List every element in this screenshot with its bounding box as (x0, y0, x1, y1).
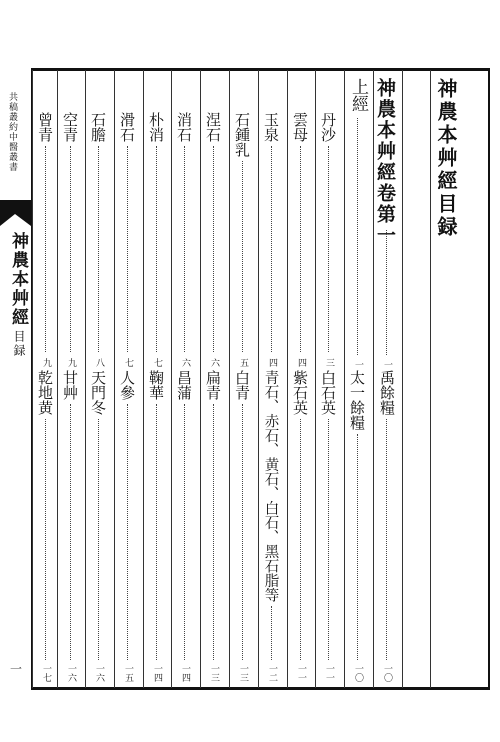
leader-dots (45, 146, 46, 352)
entry-page-number: 一六 (66, 664, 76, 682)
frame-right-rule (488, 68, 490, 690)
page-folio: 一 (10, 662, 23, 676)
toc-row (32, 70, 61, 688)
juan-row (373, 70, 402, 688)
leader-dots (156, 146, 157, 352)
entry-page-number: 九 (41, 358, 51, 367)
toc-row (114, 70, 143, 688)
entry-name: 消石 (175, 112, 193, 142)
entry-name: 乾地黄 (36, 370, 54, 415)
entry-page-number: 一七 (41, 664, 51, 682)
entry-page-number: 五 (238, 358, 248, 367)
leader-dots (328, 419, 329, 660)
leader-dots (242, 161, 243, 352)
leader-dots (127, 404, 128, 660)
fishtail-mark (0, 200, 31, 226)
leader-dots (45, 419, 46, 660)
entry-name: 甘艸 (61, 370, 79, 400)
leader-dots (300, 146, 301, 352)
leader-dots (213, 146, 214, 352)
entry-page-number: 一一 (324, 664, 334, 682)
toc-row (85, 70, 114, 688)
entry-name: 曾青 (36, 112, 54, 142)
entry-page-number: 九 (66, 358, 76, 367)
juan-page-number: 一 (382, 360, 392, 369)
toc-row (229, 70, 258, 688)
toc-row (258, 70, 287, 688)
column-rule (402, 70, 403, 688)
entry-name: 鞠華 (147, 370, 165, 400)
entry-name: 丹沙 (319, 112, 337, 142)
entry-page-number: 一一 (296, 664, 306, 682)
toc-row (57, 70, 86, 688)
entry-page-number: 四 (267, 358, 277, 367)
entry-name: 天門冬 (89, 370, 107, 415)
upper-heading-row (344, 70, 373, 688)
leader-dots (184, 404, 185, 660)
entry-page-number: 三 (324, 358, 334, 367)
series-title: 共稿叢約中醫叢書 (7, 92, 17, 172)
upper-heading-page-number: 一 (353, 360, 363, 369)
leader-dots (70, 146, 71, 352)
entry-name: 昌蒲 (175, 370, 193, 400)
entry-page-number: 一六 (94, 664, 104, 682)
entry-name: 石鍾乳 (233, 112, 251, 157)
entry-name: 空青 (61, 112, 79, 142)
juan-title: 神農本艸經卷第一 (374, 78, 396, 246)
entry-name: 玉泉 (262, 112, 280, 142)
entry-name: 禹餘糧 (378, 370, 396, 415)
leader-dots (213, 404, 214, 660)
leader-dots (357, 434, 358, 660)
entry-name: 白石英 (319, 370, 337, 415)
entry-page-number: 四 (296, 358, 306, 367)
entry-name: 滑石 (118, 112, 136, 142)
entry-name: 太一餘糧 (348, 370, 366, 430)
entry-name: 石膽 (89, 112, 107, 142)
toc-row (200, 70, 229, 688)
leader-dots (271, 606, 272, 660)
leader-dots (127, 146, 128, 352)
entry-page-number: 一〇 (353, 664, 363, 682)
leader-dots (242, 404, 243, 660)
entry-name: 人參 (118, 370, 136, 400)
entry-page-number: 一三 (238, 664, 248, 682)
leader-dots (98, 146, 99, 352)
leader-dots (156, 404, 157, 660)
entry-page-number: 七 (152, 358, 162, 367)
entry-name: 朴消 (147, 112, 165, 142)
entry-page-number: 一四 (180, 664, 190, 682)
leader-dots (271, 146, 272, 352)
toc-main-title: 神農本艸經目録 (434, 78, 458, 239)
leader-dots (386, 230, 387, 355)
upper-heading-title: 上經 (348, 78, 368, 112)
leader-dots (300, 419, 301, 660)
leader-dots (70, 404, 71, 660)
leader-dots (184, 146, 185, 352)
entry-page-number: 一四 (152, 664, 162, 682)
leader-dots (328, 146, 329, 352)
entry-page-number: 七 (123, 358, 133, 367)
toc-row (171, 70, 200, 688)
entry-name: 青石、赤石、黄石、白石、黑石脂等 (262, 370, 279, 602)
entry-name: 扁青 (204, 370, 222, 400)
leader-dots (357, 118, 358, 355)
leader-dots (98, 419, 99, 660)
entry-name: 雲母 (291, 112, 309, 142)
entry-page-number: 一五 (123, 664, 133, 682)
column-rule (430, 70, 431, 688)
entry-page-number: 一〇 (382, 664, 392, 682)
entry-name: 紫石英 (291, 370, 309, 415)
entry-page-number: 六 (209, 358, 219, 367)
entry-name: 涅石 (204, 112, 222, 142)
entry-page-number: 八 (94, 358, 104, 367)
entry-page-number: 一三 (209, 664, 219, 682)
entry-page-number: 一二 (267, 664, 277, 682)
entry-name: 白青 (233, 370, 251, 400)
book-title: 神農本艸經 (8, 232, 28, 327)
entry-page-number: 六 (180, 358, 190, 367)
section-label: 目録 (12, 330, 26, 358)
toc-row (315, 70, 344, 688)
leader-dots (386, 419, 387, 660)
toc-row (143, 70, 172, 688)
toc-row (287, 70, 316, 688)
